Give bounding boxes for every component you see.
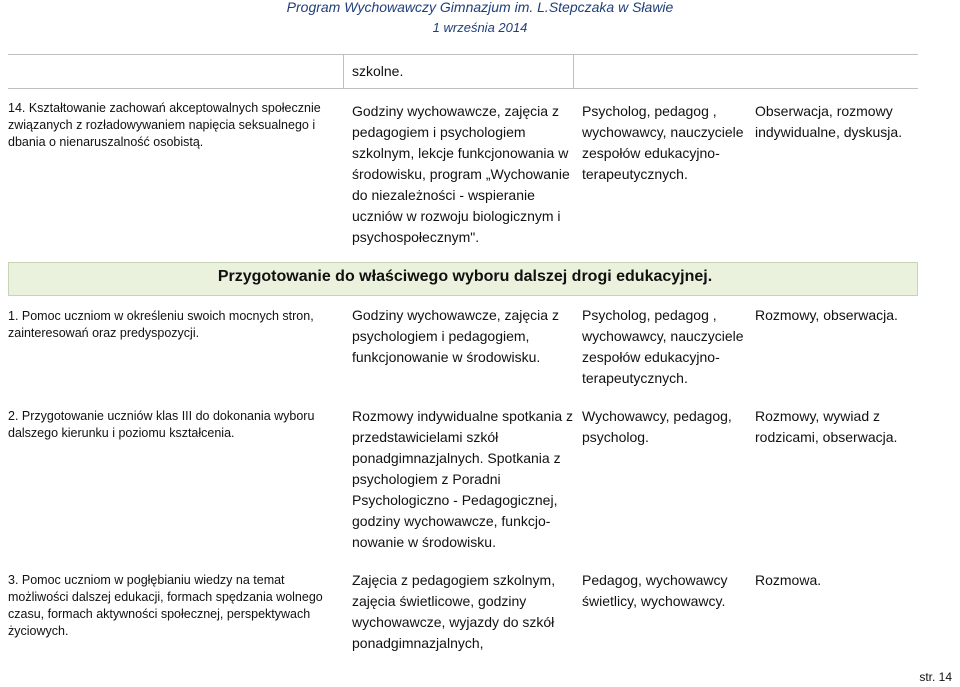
row-14-forms: Godziny wychowawcze, zajęcia z pedagogiem i psychologiem szkolnym, lekcje funkcjonowania w środowisku, program „Wychowanie do niezależności - wspieranie uczniów w rozwoju biologicznym i psychospołecznym".: [352, 103, 570, 245]
row-3-goal: 3. Pomoc uczniom w pogłębianiu wiedzy na temat możliwości dalszej edukacji, formach spędzania wolnego czasu, formach aktywności społecznej, perspektywach życiowych.: [8, 573, 323, 638]
row-2-responsible: Wychowawcy, pedagog, psycholog.: [582, 408, 732, 445]
row-1-forms: Godziny wychowawcze, zajęcia z psychologiem i pedagogiem, funkcjonowanie w środowisku.: [352, 307, 559, 365]
row-14-goal: 14. Kształtowanie zachowań akceptowalnych społecznie związanych z rozładowywaniem napięcia seksualnego i dbania o nienaruszalność osobistą.: [8, 101, 321, 149]
row-2-evaluation: Rozmowy, wywiad z rodzicami, obserwacja.: [755, 408, 898, 445]
column-divider: [573, 54, 574, 88]
top-fragment-text: szkolne.: [352, 63, 404, 79]
page-header-date: 1 września 2014: [432, 20, 528, 35]
page-header-title: Program Wychowawczy Gimnazjum im. L.Stepczaka w Sławie: [286, 0, 674, 15]
row-3-responsible: Pedagog, wychowawcy świetlicy, wychowawcy.: [582, 572, 728, 609]
row-14-evaluation: Obserwacja, rozmowy indywidualne, dyskusja.: [755, 103, 903, 140]
column-divider: [343, 54, 344, 88]
page-number: str. 14: [919, 670, 952, 684]
row-1-evaluation: Rozmowy, obserwacja.: [755, 307, 898, 323]
row-1-goal: 1. Pomoc uczniom w określeniu swoich mocnych stron, zainteresowań oraz predyspozycji.: [8, 309, 314, 340]
row-2-goal: 2. Przygotowanie uczniów klas III do dokonania wyboru dalszego kierunku i poziomu kształcenia.: [8, 409, 315, 440]
row-2-forms: Rozmowy indywidualne spotkania z przedstawicielami szkół ponadgimnazjalnych. Spotkania z psychologiem z Poradni Psychologiczno - Pedagogicznej, godziny wychowawcze, funkcjo-nowanie w środowisku.: [352, 408, 573, 550]
row-3-forms: Zajęcia z pedagogiem szkolnym, zajęcia świetlicowe, godziny wychowawcze, wyjazdy do szkół ponadgimnazjalnych,: [352, 572, 556, 651]
row-divider: [8, 88, 918, 89]
row-3-evaluation: Rozmowa.: [755, 572, 822, 588]
row-14-responsible: Psycholog, pedagog , wychowawcy, nauczyciele zespołów edukacyjno-terapeutycznych.: [582, 103, 744, 182]
section-title: Przygotowanie do właściwego wyboru dalszej drogi edukacyjnej.: [217, 268, 713, 285]
row-1-responsible: Psycholog, pedagog , wychowawcy, nauczyciele zespołów edukacyjno-terapeutycznych.: [582, 307, 744, 386]
table-top-border: [8, 54, 918, 55]
